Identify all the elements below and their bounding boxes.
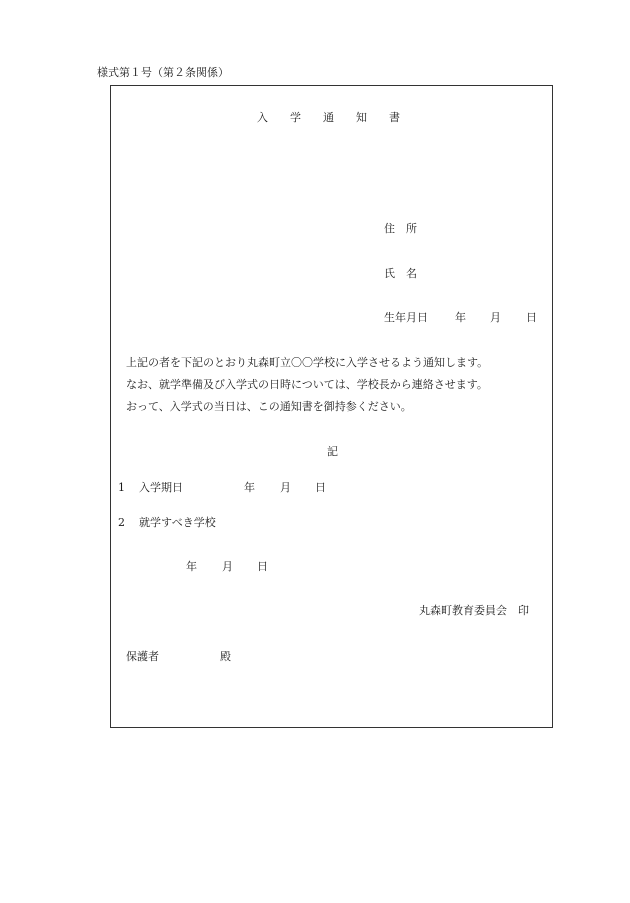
item-1-label: 入学期日 <box>139 481 183 494</box>
item-2-number: 2 <box>118 516 125 529</box>
address-label: 住 所 <box>384 222 417 235</box>
birthdate-month: 月 <box>490 311 501 324</box>
document-title: 入学通知書 <box>257 111 422 124</box>
name-label: 氏 名 <box>384 267 417 280</box>
body-line-3: おって、入学式の当日は、この通知書を御持参ください。 <box>126 400 412 413</box>
birthdate-label: 生年月日 <box>384 311 428 324</box>
item-1-number: 1 <box>118 481 125 494</box>
issue-date-day: 日 <box>257 560 268 573</box>
form-number-label: 様式第１号（第２条関係） <box>97 66 229 79</box>
ki-heading: 記 <box>327 445 338 458</box>
item-2-label: 就学すべき学校 <box>139 516 216 529</box>
recipient-label: 保護者 <box>126 650 159 663</box>
item-1-year: 年 <box>244 481 255 494</box>
issue-date-month: 月 <box>222 560 233 573</box>
birthdate-year: 年 <box>455 311 466 324</box>
issuer-name: 丸森町教育委員会 印 <box>419 604 529 617</box>
item-1-day: 日 <box>315 481 326 494</box>
body-line-2: なお、就学準備及び入学式の日時については、学校長から連絡させます。 <box>126 378 488 391</box>
birthdate-day: 日 <box>526 311 537 324</box>
item-1-month: 月 <box>280 481 291 494</box>
recipient-honorific: 殿 <box>220 650 231 663</box>
body-line-1: 上記の者を下記のとおり丸森町立〇〇学校に入学させるよう通知します。 <box>126 356 489 369</box>
issue-date-year: 年 <box>186 560 197 573</box>
